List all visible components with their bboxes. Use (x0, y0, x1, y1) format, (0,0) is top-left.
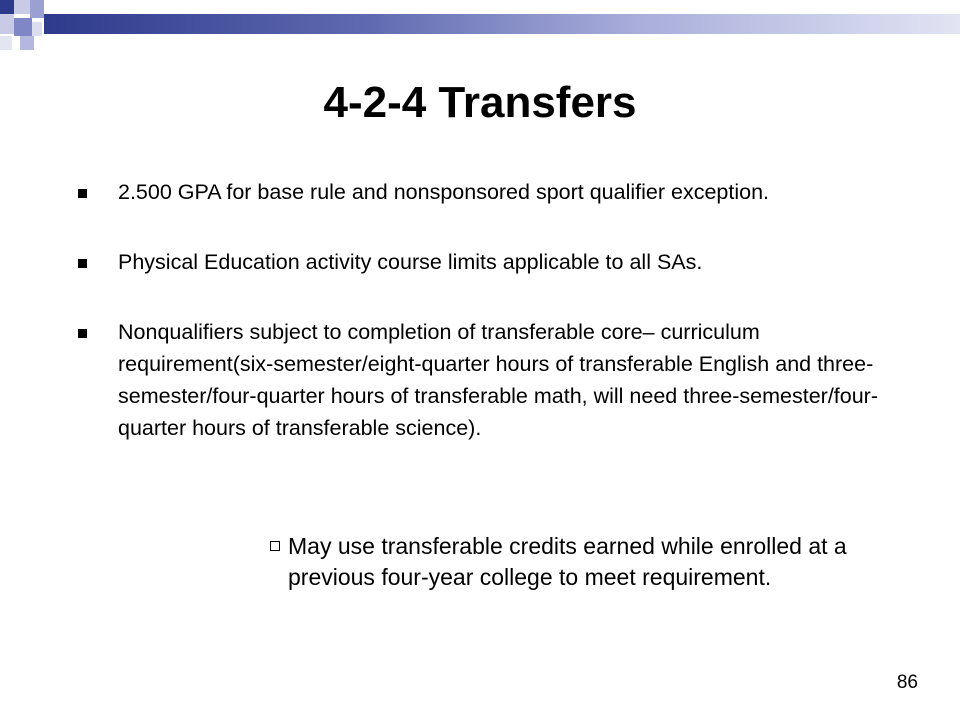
decorative-square (32, 22, 42, 36)
square-bullet-icon (78, 259, 87, 268)
decorative-square (0, 0, 14, 14)
decorative-square (30, 0, 44, 18)
bullet-list (70, 176, 900, 444)
bullet-item (70, 246, 900, 278)
square-bullet-icon (78, 189, 87, 198)
square-bullet-icon (78, 329, 87, 338)
decorative-square (0, 14, 14, 34)
decorative-square (0, 36, 12, 50)
decorative-square (20, 36, 34, 50)
bullet-item (70, 176, 900, 208)
bullet-text: Nonqualifiers subject to completion of transferable core– curriculum requirement(six-semester/eight-quarter hours of transferable English and three-semester/four-quarter hours of transferable math, will need three-semester/four-quarter hours of transferable science). (118, 320, 878, 440)
bullet-item (70, 316, 900, 444)
sub-bullet-text: May use transferable credits earned while enrolled at a previous four-year college to meet requirement. (288, 533, 847, 590)
header-gradient-bar (44, 14, 960, 34)
sub-bullet-item (270, 531, 918, 593)
bullet-text: Physical Education activity course limits applicable to all SAs. (118, 250, 703, 274)
hollow-square-bullet-icon (270, 541, 280, 551)
slide-title: 4-2-4 Transfers (323, 78, 637, 127)
page-number: 86 (896, 672, 918, 693)
bullet-text: 2.500 GPA for base rule and nonsponsored sport qualifier exception. (118, 180, 769, 204)
decorative-square (14, 18, 32, 36)
decorative-square (14, 0, 30, 14)
